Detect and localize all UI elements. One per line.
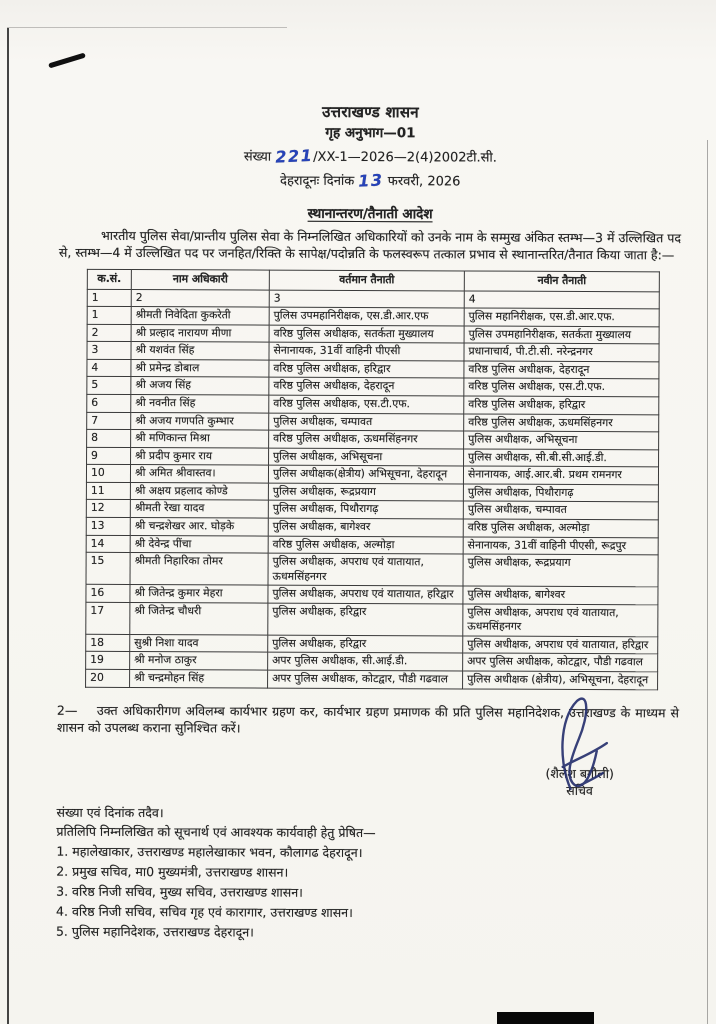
distribution-item: 3. वरिष्ठ निजी सचिव, मुख्य सचिव, उत्तराखण्ड शासन।	[56, 883, 303, 900]
cell-current-posting: पुलिस अधीक्षक, पिथौरागढ़	[268, 500, 463, 518]
order-number-prefix: संख्या	[243, 149, 272, 165]
cell-serial: 19	[86, 652, 130, 670]
same-number-date-line: संख्या एवं दिनांक तदैव।	[56, 804, 164, 820]
distribution-item: 5. पुलिस महानिदेशक, उत्तराखण्ड देहरादून।	[55, 923, 254, 940]
cell-officer-name: श्री अजय गणपति कुम्भार	[131, 412, 269, 430]
cell-new-posting: पुलिस उपमहानिरीक्षक, सतर्कता मुख्यालय	[464, 326, 659, 344]
signature-block	[495, 764, 665, 800]
table-header-row	[87, 269, 659, 291]
cell-officer-name: श्री प्रमेन्द्र डोबाल	[131, 359, 269, 377]
cell-officer-name: श्री चन्द्रमोहन सिंह	[130, 670, 268, 688]
closing-paragraph-text: उक्त अधिकारीगण अविलम्ब कार्यभार ग्रहण कर, कार्यभार ग्रहण प्रमाणक की प्रति पुलिस महानिदेशक, उत्तराखण्ड के माध्यम से शासन को उपलब्ध कराना सुनिश्चित करें।	[56, 702, 679, 736]
cell-current-posting: पुलिस अधीक्षक, चम्पावत	[269, 413, 464, 431]
place-date-prefix: देहरादूनः दिनांक	[280, 173, 355, 190]
cell-serial: 4	[87, 359, 131, 377]
cell-new-posting: अपर पुलिस अधीक्षक, कोटद्वार, पौडी गढवाल	[463, 653, 658, 671]
date-rest: फरवरी, 2026	[387, 174, 461, 190]
cell-new-posting: वरिष्ठ पुलिस अधीक्षक, एस.टी.एफ.	[464, 378, 659, 396]
cell-officer-name: श्री नवनीत सिंह	[131, 395, 269, 413]
cell-new-posting: सेनानायक, आई.आर.बी. प्रथम रामनगर	[463, 466, 658, 484]
cell-current-posting: वरिष्ठ पुलिस अधीक्षक, सतर्कता मुख्यालय	[269, 325, 464, 343]
cell-new-posting: पुलिस अधीक्षक, बागेश्वर	[463, 586, 658, 604]
cell-officer-name: श्रीमती निहारिका तोमर	[130, 553, 268, 586]
cell-current-posting: अपर पुलिस अधीक्षक, कोटद्वार, पौडी गढवाल	[268, 670, 463, 688]
cell-current-posting: पुलिस अधीक्षक(क्षेत्रीय) अभिसूचना, देहरादून	[268, 465, 463, 483]
header-officer-name: नाम अधिकारी	[131, 270, 269, 290]
scan-black-bar	[497, 1012, 594, 1024]
cell-new-posting: वरिष्ठ पुलिस अधीक्षक, हरिद्वार	[464, 396, 659, 414]
cell-new-posting: प्रधानाचार्य, पी.टी.सी. नरेन्द्रनगर	[464, 343, 659, 361]
cell-new-posting: पुलिस अधीक्षक (क्षेत्रीय), अभिसूचना, देहरादून	[463, 671, 658, 689]
order-number-line	[59, 144, 681, 169]
cell-new-posting: वरिष्ठ पुलिस अधीक्षक, ऊधमसिंहनगर	[464, 414, 659, 432]
cell-serial: 12	[86, 500, 130, 518]
header-new-posting: नवीन तैनाती	[464, 271, 659, 291]
cell-current-posting: वरिष्ठ पुलिस अधीक्षक, ऊधमसिंहनगर	[269, 430, 464, 448]
cell-new-posting: पुलिस अधीक्षक, चम्पावत	[463, 501, 658, 519]
cell-serial: 18	[86, 634, 130, 652]
cell-current-posting: पुलिस अधीक्षक, अपराध एवं यातायात, ऊधमसिंहनगर	[268, 553, 463, 586]
cell-current-posting: पुलिस उपमहानिरीक्षक, एस.डी.आर.एफ	[269, 307, 464, 325]
transfer-table-body	[86, 307, 660, 690]
cell-new-posting: पुलिस अधीक्षक, अभिसूचना	[464, 431, 659, 449]
order-number-rest: /XX-1—2026—2(4)2002टी.सी.	[313, 149, 497, 166]
cell-serial: 11	[86, 482, 130, 500]
cell-serial: 1	[87, 307, 131, 325]
cell-current-posting: पुलिस अधीक्षक, हरिद्वार	[268, 603, 463, 636]
cell-new-posting: पुलिस अधीक्षक, रूद्रप्रयाग	[463, 554, 658, 587]
cell-current-posting: पुलिस अधीक्षक, हरिद्वार	[268, 635, 463, 653]
cell-officer-name: श्री मनोज ठाकुर	[130, 652, 268, 670]
column-number-2: 2	[131, 289, 269, 307]
cell-officer-name: श्री अजय सिंह	[131, 377, 269, 395]
cell-serial: 2	[87, 324, 131, 342]
cell-new-posting: सेनानायक, 31वीं वाहिनी पीएसी, रूद्रपुर	[463, 536, 658, 554]
cell-serial: 9	[87, 447, 131, 465]
cell-new-posting: पुलिस अधीक्षक, सी.बी.सी.आई.डी.	[464, 449, 659, 467]
distribution-item: 2. प्रमुख सचिव, मा0 मुख्यमंत्री, उत्तराखण्ड शासन।	[56, 863, 289, 880]
cell-serial: 16	[86, 585, 130, 603]
cell-serial: 7	[87, 412, 131, 430]
cell-serial: 13	[86, 517, 130, 535]
copy-forwarded-line: प्रतिलिपि निम्नलिखित को सूचनार्थ एवं आवश्यक कार्यवाही हेतु प्रेषित—	[56, 823, 376, 841]
cell-current-posting: अपर पुलिस अधीक्षक, सी.आई.डी.	[268, 653, 463, 671]
cell-officer-name: श्रीमती निवेदिता कुकरेती	[131, 307, 269, 325]
cell-serial: 8	[87, 429, 131, 447]
government-name: उत्तराखण्ड शासन	[322, 102, 420, 122]
cell-serial: 6	[87, 394, 131, 412]
cell-officer-name: श्रीमती रेखा यादव	[130, 500, 268, 518]
cell-serial: 17	[86, 602, 130, 634]
closing-paragraph	[57, 701, 679, 739]
cell-serial: 14	[86, 535, 130, 553]
header-serial: क.सं.	[87, 269, 131, 289]
handwritten-date: 13	[357, 170, 385, 191]
cell-new-posting: पुलिस अधीक्षक, अपराध एवं यातायात, ऊधमसिंहनगर	[463, 604, 658, 637]
cell-current-posting: पुलिस अधीक्षक, रूद्रप्रयाग	[268, 483, 463, 501]
cell-current-posting: वरिष्ठ पुलिस अधीक्षक, हरिद्वार	[269, 360, 464, 378]
cell-current-posting: पुलिस अधीक्षक, अपराध एवं यातायात, हरिद्वार	[268, 585, 463, 603]
cell-new-posting: वरिष्ठ पुलिस अधीक्षक, अल्मोड़ा	[463, 519, 658, 537]
distribution-item: 4. वरिष्ठ निजी सचिव, सचिव गृह एवं कारागार, उत्तराखण्ड शासन।	[56, 903, 353, 921]
cell-officer-name: श्री यशवंत सिंह	[131, 342, 269, 360]
opening-paragraph	[59, 226, 681, 264]
cell-current-posting: वरिष्ठ पुलिस अधीक्षक, अल्मोड़ा	[268, 536, 463, 554]
cell-officer-name: श्री प्रल्हाद नारायण मीणा	[131, 324, 269, 342]
handwritten-order-number: 221	[274, 145, 314, 167]
cell-new-posting: वरिष्ठ पुलिस अधीक्षक, देहरादून	[464, 361, 659, 379]
table-row	[86, 669, 658, 689]
place-date-line	[59, 168, 681, 193]
cell-officer-name: श्री जितेन्द्र कुमार मेहरा	[130, 585, 268, 603]
cell-officer-name: श्री अमित श्रीवास्तव।	[130, 465, 268, 483]
cell-officer-name: श्री देवेन्द्र पींचा	[130, 535, 268, 553]
cell-new-posting: पुलिस महानिरीक्षक, एस.डी.आर.एफ.	[464, 308, 659, 326]
department-section: गृह अनुभाग—01	[325, 124, 416, 142]
opening-paragraph-text: भारतीय पुलिस सेवा/प्रान्तीय पुलिस सेवा के निम्नलिखित अधिकारियों को उनके नाम के सम्मुख अंकित स्तम्भ—3 में उल्लिखित पद से, स्तम्भ—4 में उल्लिखित पद पर जनहित/रिक्ति के सापेक्ष/पदोन्नति के फलस्वरूप तत्काल प्रभाव से स्थानान्तरित/तैनात किया जाता है:—	[58, 227, 682, 263]
cell-current-posting: पुलिस अधीक्षक, बागेश्वर	[268, 518, 463, 536]
order-title: स्थानान्तरण/तैनाती आदेश	[307, 205, 433, 222]
distribution-list	[56, 843, 678, 943]
cell-officer-name: श्री मणिकान्त मिश्रा	[131, 430, 269, 448]
distribution-section	[56, 803, 679, 943]
header-current-posting: वर्तमान तैनाती	[269, 270, 464, 290]
cell-officer-name: श्री चन्द्रशेखर आर. घोड़के	[130, 517, 268, 535]
column-number-1: 1	[87, 289, 131, 307]
table-row	[86, 602, 658, 637]
letterhead	[59, 101, 681, 193]
cell-current-posting: वरिष्ठ पुलिस अधीक्षक, देहरादून	[269, 378, 464, 396]
cell-officer-name: श्री अक्षय प्रहलाद कोण्डे	[130, 482, 268, 500]
cell-serial: 3	[87, 342, 131, 360]
cell-officer-name: श्री प्रदीप कुमार राय	[131, 447, 269, 465]
cell-serial: 20	[86, 669, 130, 687]
cell-serial: 15	[86, 552, 130, 584]
signatory-designation: सचिव	[566, 782, 593, 799]
signatory-name: (शैलेश बगौली)	[545, 765, 614, 781]
cell-current-posting: वरिष्ठ पुलिस अधीक्षक, एस.टी.एफ.	[269, 395, 464, 413]
distribution-item: 1. महालेखाकार, उत्तराखण्ड महालेखाकार भवन, कौलागढ देहरादून।	[56, 843, 363, 861]
transfer-table	[85, 269, 660, 690]
cell-officer-name: श्री जितेन्द्र चौधरी	[130, 602, 268, 635]
column-number-4: 4	[464, 291, 659, 309]
cell-serial: 5	[87, 377, 131, 395]
transfer-table-head	[87, 269, 659, 309]
cell-serial: 10	[86, 465, 130, 483]
cell-current-posting: पुलिस अधीक्षक, अभिसूचना	[269, 448, 464, 466]
cell-new-posting: पुलिस अधीक्षक, अपराध एवं यातायात, हरिद्वार	[463, 636, 658, 654]
table-row	[86, 552, 658, 587]
paragraph-2-label: 2—	[56, 702, 78, 718]
column-number-3: 3	[269, 290, 464, 308]
cell-officer-name: सुश्री निशा यादव	[130, 634, 268, 652]
cell-current-posting: सेनानायक, 31वीं वाहिनी पीएसी	[269, 342, 464, 360]
cell-new-posting: पुलिस अधीक्षक, पिथौरागढ़	[463, 484, 658, 502]
